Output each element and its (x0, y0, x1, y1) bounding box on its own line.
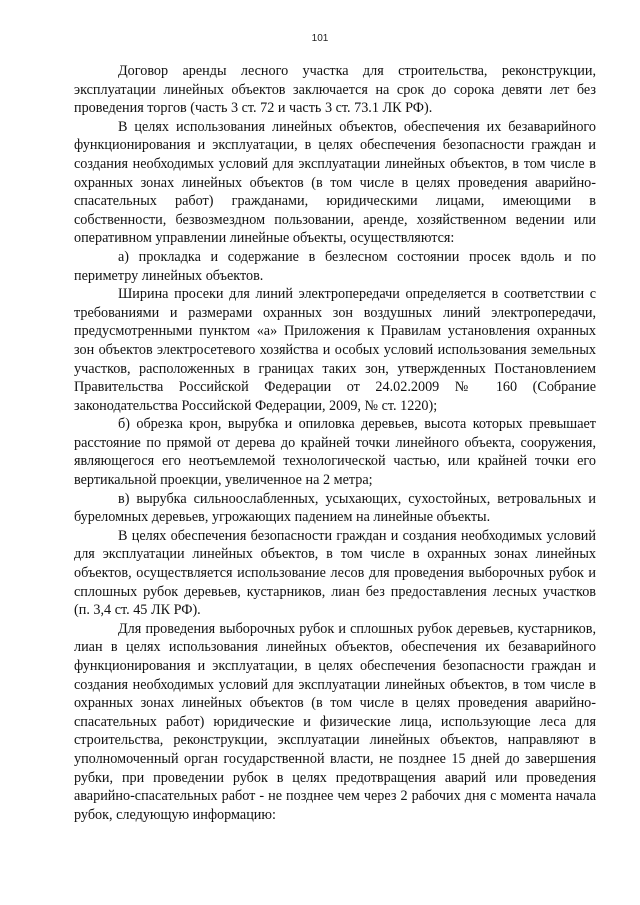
paragraph-selective-felling: В целях обеспечения безопасности граждан и создания необходимых условий для эксплуатации линейных объектов, в том числе в охранных зонах линейных объектов, осуществляется использование лесов для проведения выборочных рубок и сплошных рубок деревьев, кустарников, лиан без предоставления лесных участков (п. 3,4 ст. 45 ЛК РФ). (74, 527, 596, 619)
paragraph-clearing-width: Ширина просеки для линий электропередачи определяется в соответствии с требованиями и размерами охранных зон воздушных линий электропередачи, предусмотренными пунктом «а» Приложения к Правилам установления охранных зон объектов электросетевого хозяйства и особых условий использования земельных участков, расположенных в границах таких зон, утвержденных Постановлением Правительства Российской Федерации от 24.02.2009 № 160 (Собрание законодательства Российской Федерации, 2009, № ст. 1220); (74, 286, 596, 414)
paragraph-linear-objects-purpose: В целях использования линейных объектов, обеспечения их безаварийного функционирования и эксплуатации, в целях обеспечения безопасности граждан и создания необходимых условий для эксплуатации линейных объектов, в том числе в охранных зонах линейных объектов (в том числе в целях проведения аварийно-спасательных работ) гражданами, юридическими лицами, имеющими в собственности, безвозмездном пользовании, аренде, хозяйственном ведении или оперативном управлении линейные объекты, осуществляются: (74, 118, 596, 247)
list-item-a: а) прокладка и содержание в безлесном состоянии просек вдоль и по периметру линейных объектов. (74, 248, 596, 284)
document-body (74, 62, 596, 824)
paragraph-lease-term: Договор аренды лесного участка для строительства, реконструкции, эксплуатации линейных объектов заключается на срок до сорока девяти лет без проведения торгов (часть 3 ст. 72 и часть 3 ст. 73.1 ЛК РФ). (74, 63, 596, 117)
list-item-v: в) вырубка сильноослабленных, усыхающих, сухостойных, ветровальных и буреломных деревьев, угрожающих падением на линейные объекты. (74, 490, 596, 526)
page-number: 101 (311, 33, 329, 44)
list-item-b: б) обрезка крон, вырубка и опиловка деревьев, высота которых превышает расстояние по прямой от дерева до крайней точки линейного объекта, сооружения, являющегося его неотъемлемой технологической частью, или крайней точки его вертикальной проекции, увеличенное на 2 метра; (74, 416, 596, 489)
paragraph-felling-notification: Для проведения выборочных рубок и сплошных рубок деревьев, кустарников, лиан в целях использования линейных объектов, обеспечения их безаварийного функционирования и эксплуатации, в целях обеспечения безопасности граждан и создания необходимых условий для эксплуатации линейных объектов, в том числе в охранных зонах линейных объектов (в том числе в целях проведения аварийно-спасательных работ) юридические и физические лица, использующие леса для строительства, реконструкции, эксплуатации линейных объектов, направляют в уполномоченный орган государственной власти, не позднее 15 дней до завершения рубки, при проведении рубок в целях предотвращения аварий или проведения аварийно-спасательных работ - не позднее чем через 2 рабочих дня с момента начала рубок, следующую информацию: (74, 620, 596, 823)
